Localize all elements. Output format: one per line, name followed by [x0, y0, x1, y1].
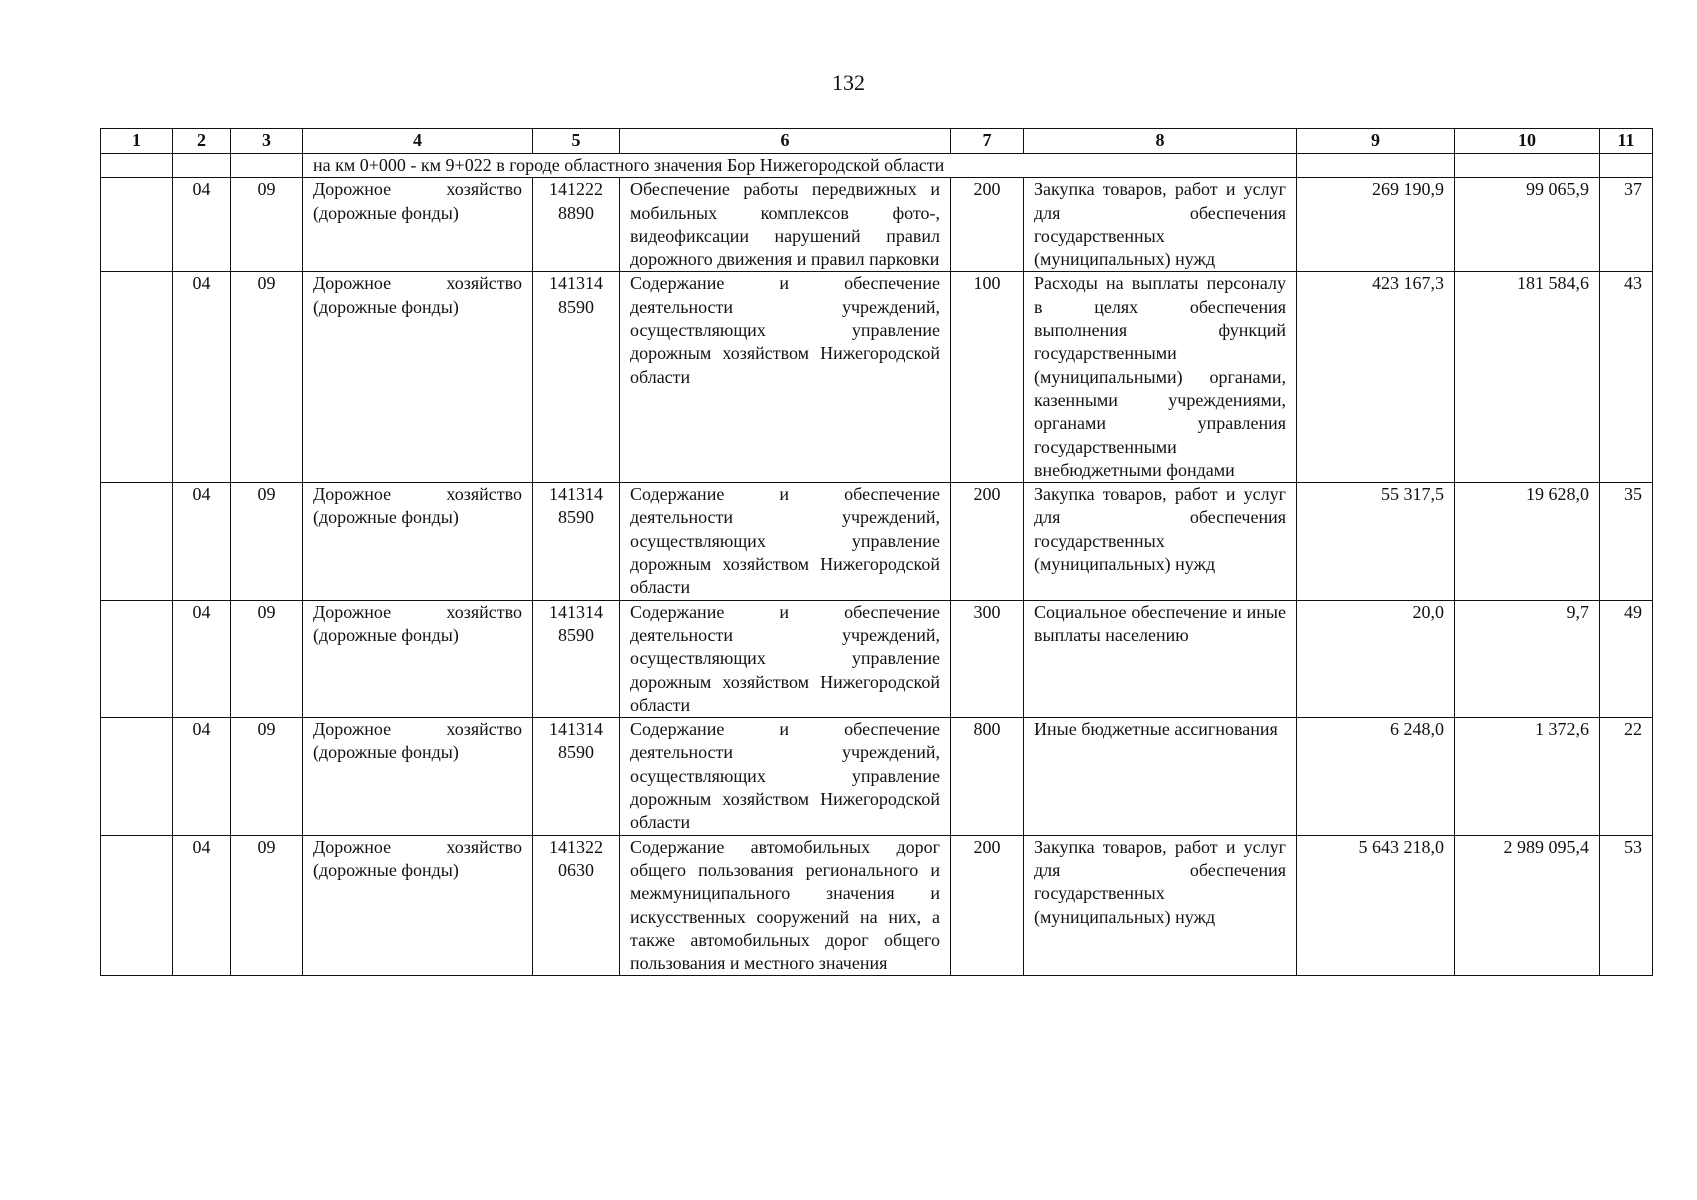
cell-subsection: 09 — [231, 835, 303, 976]
target-article-code-part1: 141314 — [549, 484, 603, 505]
cell-section: 04 — [173, 600, 231, 717]
budget-table — [100, 128, 1653, 976]
cell-article-name: Содержание и обеспечение деятельности учреждений, осуществляющих управление дорожным хозяйством Нижегородской области — [620, 600, 951, 717]
target-article-code-part2: 8590 — [558, 624, 594, 645]
target-article-code-part2: 8590 — [558, 507, 594, 528]
table-row — [101, 178, 1653, 272]
target-article-code-part1: 141322 — [549, 836, 603, 857]
cell-expense-type: 200 — [951, 178, 1024, 272]
cell-percent: 53 — [1600, 835, 1653, 976]
table-row — [101, 600, 1653, 717]
cell-subsection: 09 — [231, 178, 303, 272]
cell-col-1 — [101, 483, 173, 600]
cell-expense-type: 200 — [951, 483, 1024, 600]
target-article-code-part2: 0630 — [558, 859, 594, 880]
cell-executed: 181 584,6 — [1455, 272, 1600, 483]
cell-amount: 269 190,9 — [1297, 178, 1455, 272]
cell-expense-type: 100 — [951, 272, 1024, 483]
table-row — [101, 483, 1653, 600]
cell-expense-type: 200 — [951, 835, 1024, 976]
cell-section: 04 — [173, 835, 231, 976]
cell-percent: 49 — [1600, 600, 1653, 717]
target-article-code-part2: 8590 — [558, 296, 594, 317]
cell-percent: 22 — [1600, 718, 1653, 835]
table-row — [101, 272, 1653, 483]
table-row — [101, 718, 1653, 835]
cell-article-name: Содержание автомобильных дорог общего пользования регионального и межмуниципального значения и искусственных сооружений на них, а также автомобильных дорог общего пользования и местного значения — [620, 835, 951, 976]
cell-executed: 19 628,0 — [1455, 483, 1600, 600]
cell-article-name: Содержание и обеспечение деятельности учреждений, осуществляющих управление дорожным хозяйством Нижегородской области — [620, 483, 951, 600]
cell-section: 04 — [173, 272, 231, 483]
cell-percent: 43 — [1600, 272, 1653, 483]
cell-amount: 5 643 218,0 — [1297, 835, 1455, 976]
cell-executed: 1 372,6 — [1455, 718, 1600, 835]
continuation-row — [101, 154, 1653, 178]
header-cell: 10 — [1455, 129, 1600, 154]
header-cell: 4 — [303, 129, 533, 154]
cell-executed: 9,7 — [1455, 600, 1600, 717]
cell-amount: 55 317,5 — [1297, 483, 1455, 600]
cell-expense-type: 800 — [951, 718, 1024, 835]
header-cell: 3 — [231, 129, 303, 154]
cell-amount: 20,0 — [1297, 600, 1455, 717]
cell-section-name: Дорожное хозяйство (дорожные фонды) — [303, 272, 533, 483]
cell-section-name: Дорожное хозяйство (дорожные фонды) — [303, 600, 533, 717]
cell-target-article — [533, 483, 620, 600]
cell-section: 04 — [173, 178, 231, 272]
cell-col-1 — [101, 178, 173, 272]
header-cell: 11 — [1600, 129, 1653, 154]
cell-expense-type-name: Закупка товаров, работ и услуг для обеспечения государственных (муниципальных) нужд — [1024, 483, 1297, 600]
cell-percent: 35 — [1600, 483, 1653, 600]
cell-expense-type-name: Закупка товаров, работ и услуг для обеспечения государственных (муниципальных) нужд — [1024, 835, 1297, 976]
header-row — [101, 129, 1653, 154]
cell-section-name: Дорожное хозяйство (дорожные фонды) — [303, 835, 533, 976]
cell-target-article — [533, 718, 620, 835]
header-cell: 1 — [101, 129, 173, 154]
cell-col-1 — [101, 600, 173, 717]
cell-executed: 99 065,9 — [1455, 178, 1600, 272]
target-article-code-part1: 141314 — [549, 601, 603, 622]
cell-target-article — [533, 835, 620, 976]
table-body — [101, 178, 1653, 976]
target-article-code-part1: 141314 — [549, 719, 603, 740]
table-row — [101, 835, 1653, 976]
cell-expense-type-name: Закупка товаров, работ и услуг для обеспечения государственных (муниципальных) нужд — [1024, 178, 1297, 272]
cell-percent: 37 — [1600, 178, 1653, 272]
cell-article-name: Содержание и обеспечение деятельности учреждений, осуществляющих управление дорожным хозяйством Нижегородской области — [620, 718, 951, 835]
cell-expense-type-name: Социальное обеспечение и иные выплаты населению — [1024, 600, 1297, 717]
cell-article-name: Обеспечение работы передвижных и мобильных комплексов фото-, видеофиксации нарушений правил дорожного движения и правил парковки — [620, 178, 951, 272]
cell-target-article — [533, 272, 620, 483]
continuation-text: на км 0+000 - км 9+022 в городе областного значения Бор Нижегородской области — [303, 154, 1297, 178]
header-cell: 7 — [951, 129, 1024, 154]
cell-target-article — [533, 178, 620, 272]
cell-col-1 — [101, 835, 173, 976]
target-article-code-part2: 8890 — [558, 202, 594, 223]
cell-amount: 6 248,0 — [1297, 718, 1455, 835]
cell-subsection: 09 — [231, 483, 303, 600]
cell-article-name: Содержание и обеспечение деятельности учреждений, осуществляющих управление дорожным хозяйством Нижегородской области — [620, 272, 951, 483]
target-article-code-part1: 141222 — [549, 179, 603, 200]
cell-subsection: 09 — [231, 600, 303, 717]
cell-expense-type-name: Расходы на выплаты персоналу в целях обеспечения выполнения функций государственными (муниципальными) органами, казенными учреждениями, органами управления государственными внебюджетными фондами — [1024, 272, 1297, 483]
cell-target-article — [533, 600, 620, 717]
cell-subsection: 09 — [231, 272, 303, 483]
header-cell: 2 — [173, 129, 231, 154]
cell-expense-type-name: Иные бюджетные ассигнования — [1024, 718, 1297, 835]
header-cell: 8 — [1024, 129, 1297, 154]
target-article-code-part2: 8590 — [558, 742, 594, 763]
header-cell: 5 — [533, 129, 620, 154]
target-article-code-part1: 141314 — [549, 273, 603, 294]
cell-amount: 423 167,3 — [1297, 272, 1455, 483]
cell-col-1 — [101, 272, 173, 483]
cell-section-name: Дорожное хозяйство (дорожные фонды) — [303, 178, 533, 272]
cell-section-name: Дорожное хозяйство (дорожные фонды) — [303, 718, 533, 835]
cell-section-name: Дорожное хозяйство (дорожные фонды) — [303, 483, 533, 600]
header-cell: 6 — [620, 129, 951, 154]
page-number: 132 — [832, 70, 865, 95]
cell-col-1 — [101, 718, 173, 835]
cell-subsection: 09 — [231, 718, 303, 835]
cell-section: 04 — [173, 718, 231, 835]
cell-section: 04 — [173, 483, 231, 600]
header-cell: 9 — [1297, 129, 1455, 154]
cell-executed: 2 989 095,4 — [1455, 835, 1600, 976]
cell-expense-type: 300 — [951, 600, 1024, 717]
